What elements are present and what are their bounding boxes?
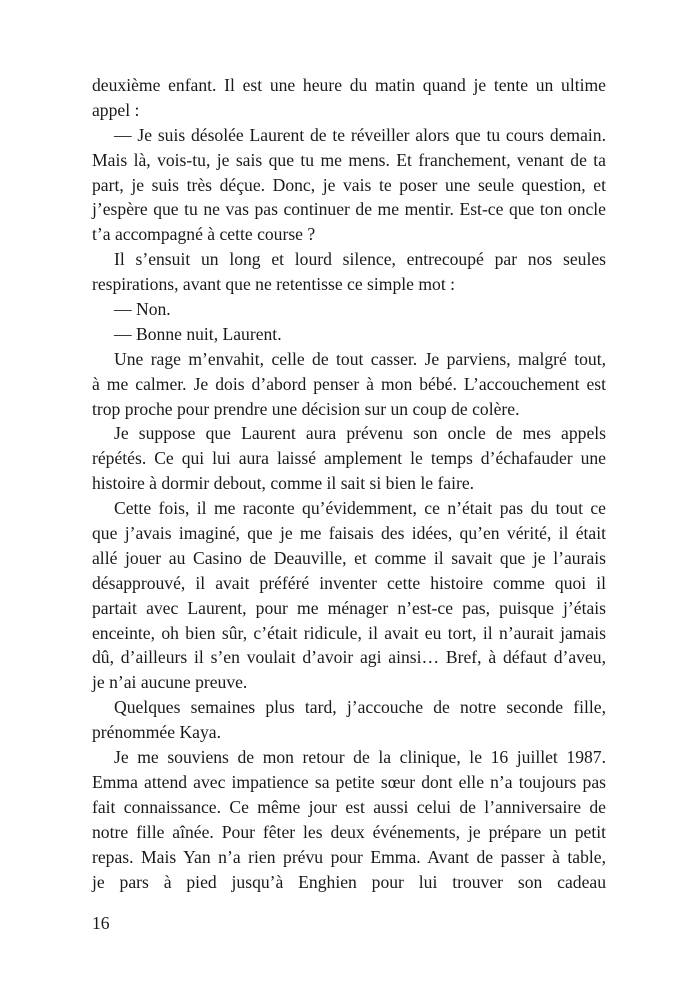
text-line: — Non. [114, 299, 171, 320]
text-line: Emma attend avec impatience sa petite sœur dont elle n’a toujours pas [92, 771, 606, 792]
text-line: deuxième enfant. Il est une heure du matin quand je tente un ultime [92, 75, 606, 95]
text-line: histoire à dormir debout, comme il sait si bien le faire. [92, 473, 475, 494]
text-line: Cette fois, il me raconte qu’évidemment, ce n’était pas du tout ce [114, 498, 606, 519]
text-line: désapprouvé, il avait préféré inventer cette histoire comme quoi il [92, 572, 606, 593]
text-line: trop proche pour prendre une décision sur un coup de colère. [92, 398, 520, 419]
text-line: partait avec Laurent, pour me ménager n’est-ce pas, puisque j’étais [92, 597, 606, 618]
text-line: Mais là, vois-tu, je sais que tu me mens. Et franchement, venant de ta [92, 149, 606, 170]
text-line: enceinte, oh bien sûr, c’était ridicule, il avait eu tort, il n’aurait jamais [92, 622, 606, 643]
text-line: repas. Mais Yan n’a rien prévu pour Emma. Avant de passer à table, [92, 846, 606, 867]
text-line: je pars à pied jusqu’à Enghien pour lui trouver son cadeau [92, 871, 606, 892]
text-line: répétés. Ce qui lui aura laissé amplement le temps d’échafauder une [92, 448, 606, 469]
text-line: prénommée Kaya. [92, 722, 221, 743]
page-number: 16 [92, 913, 110, 933]
text-line: Je suppose que Laurent aura prévenu son oncle de mes appels [114, 423, 606, 444]
text-line: dû, d’ailleurs il s’en voulait d’avoir agi ainsi… Bref, à défaut d’aveu, [92, 647, 606, 668]
text-line: — Bonne nuit, Laurent. [114, 323, 282, 344]
text-line: Il s’ensuit un long et lourd silence, entrecoupé par nos seules [114, 249, 606, 270]
text-line: Je me souviens de mon retour de la clinique, le 16 juillet 1987. [114, 747, 606, 768]
text-line: allé jouer au Casino de Deauville, et comme il savait que je l’aurais [92, 547, 606, 568]
text-line: je n’ai aucune preuve. [92, 672, 248, 693]
text-line: Une rage m’envahit, celle de tout casser. Je parviens, malgré tout, [114, 348, 606, 369]
text-line: Quelques semaines plus tard, j’accouche de notre seconde fille, [114, 697, 606, 718]
text-line: fait connaissance. Ce même jour est aussi celui de l’anniversaire de [92, 796, 606, 817]
page-body-text [92, 73, 606, 894]
text-line: t’a accompagné à cette course ? [92, 224, 316, 245]
text-line: — Je suis désolée Laurent de te réveiller alors que tu cours demain. [114, 124, 606, 145]
text-line: j’espère que tu ne vas pas continuer de me mentir. Est-ce que ton oncle [92, 199, 606, 220]
text-line: appel : [92, 99, 140, 120]
text-line: part, je suis très déçue. Donc, je vais te poser une seule question, et [92, 174, 606, 195]
text-line: notre fille aînée. Pour fêter les deux événements, je prépare un petit [92, 821, 606, 842]
text-line: à me calmer. Je dois d’abord penser à mon bébé. L’accouchement est [92, 373, 606, 394]
text-line: respirations, avant que ne retentisse ce simple mot : [92, 274, 456, 295]
text-line: que j’avais imaginé, que je me faisais des idées, qu’en vérité, il était [92, 523, 606, 544]
